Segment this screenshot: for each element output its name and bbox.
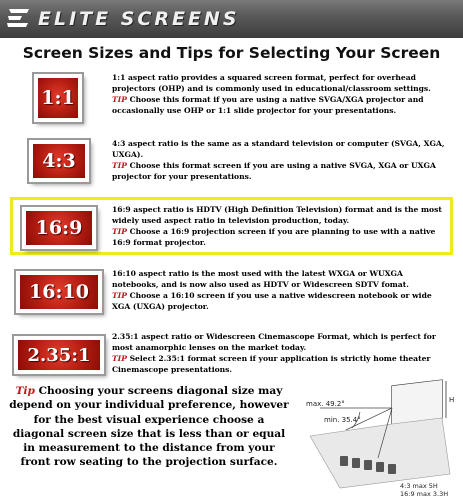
max-angle-label: max. 49.2° (306, 400, 345, 408)
ratio-badge-1-1 (34, 74, 82, 122)
elite-logo-icon (6, 6, 32, 30)
ratio-description-16-10: 16:10 aspect ratio is the most used with the latest WXGA or WUXGA notebooks, and is now also used as HDTV or Widescreen SDTV fomat. TIP Choose a 16:10 screen if you use a native widescreen notebook or wide XGA (UXGA) projector. (112, 269, 432, 311)
ratio-16-9-distance-label: 16:9 max 3.3H (400, 490, 449, 498)
ratio-label: 16:10 (29, 281, 89, 303)
ratio-label: 2.35:1 (27, 344, 91, 366)
diagonal-size-tip: Tip Choosing your screens diagonal size may depend on your individual preference, however for the best visual experience choose a diagonal screen size that is less than or equal in measurement to the distance from your front row seating to the projection surface. (9, 385, 289, 469)
ratio-description-1-1: 1:1 aspect ratio provides a squared screen format, perfect for overhead projectors (OHP) and is commonly used in educational/classroom settings. TIP Choose this format if you are using a native SVGA/XGA projector and occasionally use OHP or 1:1 slide projector for your presentations. (112, 73, 431, 115)
tip-label: TIP (112, 161, 127, 170)
height-label: H (449, 396, 455, 404)
ratio-description-4-3: 4:3 aspect ratio is the same as a standard television or computer (SVGA, XGA, UXGA). TIP Choose this format screen if you are using a native SVGA, XGA or UXGA projector for your presentations. (112, 139, 445, 181)
min-angle-label: min. 35.4° (324, 416, 361, 424)
viewing-angle-diagram (300, 378, 460, 500)
ratio-badge-16-9 (22, 207, 96, 249)
ratio-label: 4:3 (42, 150, 76, 172)
brand-name: ELITE SCREENS (38, 8, 240, 30)
tip-label: TIP (112, 291, 127, 300)
ratio-label: 1:1 (41, 87, 75, 109)
page-title: Screen Sizes and Tips for Selecting Your Screen (22, 44, 441, 62)
ratio-badge-16-10 (16, 271, 102, 313)
tip-label: TIP (112, 227, 127, 236)
ratio-4-3-distance-label: 4:3 max 5H (400, 482, 438, 490)
brand-header (0, 0, 463, 38)
ratio-description-16-9: 16:9 aspect ratio is HDTV (High Definition Television) format and is the most widely used aspect ratio in television production, today. TIP Choose a 16:9 projection screen if you are planning to use with a native 16:9 format projector. (112, 205, 442, 247)
tip-label: Tip (15, 385, 35, 397)
ratio-label: 16:9 (35, 217, 83, 239)
ratio-badge-4-3 (29, 140, 89, 182)
tip-label: TIP (112, 95, 127, 104)
tip-label: TIP (112, 354, 127, 363)
ratio-description-2-35-1: 2.35:1 aspect ratio or Widescreen Cinemascope Format, which is perfect for most anamorphic lenses on the market today. TIP Select 2.35:1 format screen if your application is strictly home theater Cinemascope presentations. (112, 332, 436, 374)
projection-screen-icon (392, 380, 446, 424)
ratio-badge-2-35-1 (14, 336, 104, 374)
